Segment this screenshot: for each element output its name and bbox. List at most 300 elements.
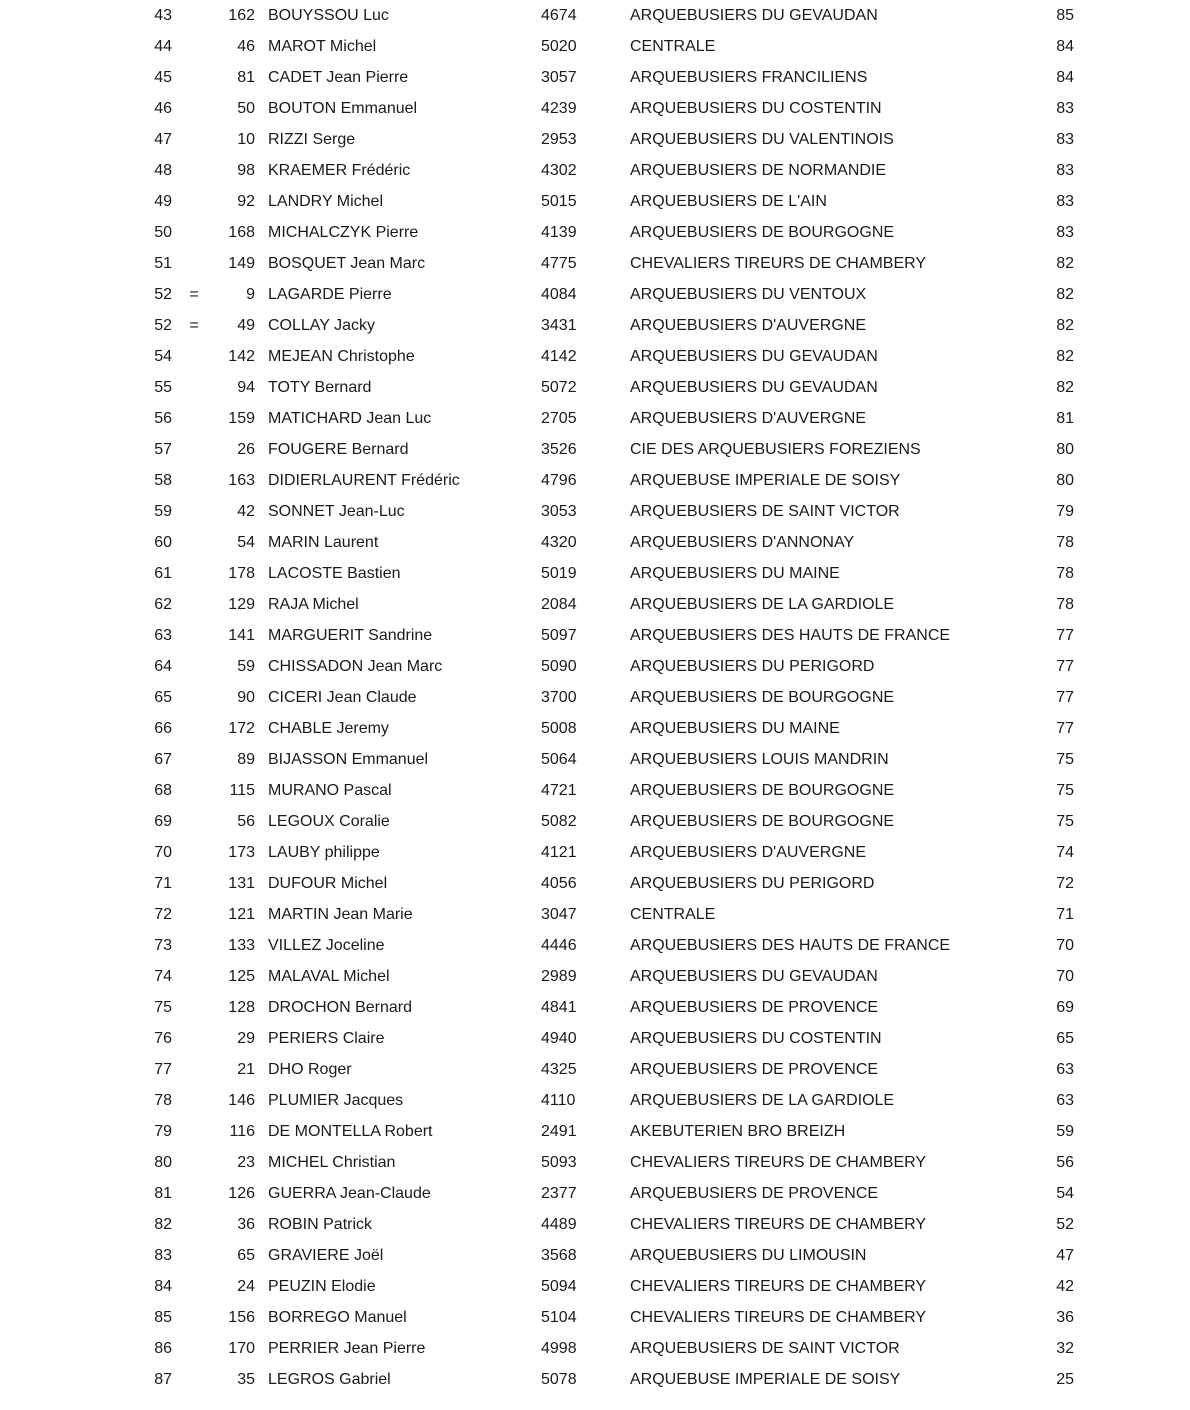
- license-number-value: 5064: [541, 750, 577, 768]
- score-value: 42: [1056, 1277, 1074, 1295]
- tie-equals-marker: =: [189, 285, 199, 303]
- table-row: [0, 341, 1190, 372]
- competitor-name: PEUZIN Elodie: [268, 1277, 376, 1295]
- bib-number-value: 131: [228, 874, 255, 892]
- score-value: 78: [1056, 533, 1074, 551]
- competitor-name: LEGOUX Coralie: [268, 812, 390, 830]
- table-row: [0, 620, 1190, 651]
- competitor-name: MICHEL Christian: [268, 1153, 396, 1171]
- bib-number-value: 129: [228, 595, 255, 613]
- score-value: 70: [1056, 936, 1074, 954]
- competitor-name: DE MONTELLA Robert: [268, 1122, 433, 1140]
- license-number-value: 2953: [541, 130, 577, 148]
- license-number-value: 4139: [541, 223, 577, 241]
- club-name: ARQUEBUSE IMPERIALE DE SOISY: [630, 1370, 901, 1388]
- competitor-name: VILLEZ Joceline: [268, 936, 385, 954]
- table-row: [0, 1302, 1190, 1333]
- rank-value: 63: [154, 626, 172, 644]
- license-number-value: 3526: [541, 440, 577, 458]
- club-name: ARQUEBUSIERS DU MAINE: [630, 564, 840, 582]
- score-value: 75: [1056, 750, 1074, 768]
- score-value: 72: [1056, 874, 1074, 892]
- license-number-value: 5072: [541, 378, 577, 396]
- score-value: 78: [1056, 564, 1074, 582]
- score-value: 63: [1056, 1060, 1074, 1078]
- score-value: 36: [1056, 1308, 1074, 1326]
- table-row: [0, 1271, 1190, 1302]
- table-row: [0, 310, 1190, 341]
- rank-value: 77: [154, 1060, 172, 1078]
- bib-number-value: 172: [228, 719, 255, 737]
- table-row: [0, 62, 1190, 93]
- club-name: CENTRALE: [630, 37, 716, 55]
- club-name: ARQUEBUSIERS DE NORMANDIE: [630, 161, 887, 179]
- license-number-value: 5015: [541, 192, 577, 210]
- license-number-value: 5020: [541, 37, 577, 55]
- rank-value: 67: [154, 750, 172, 768]
- license-number-value: 4841: [541, 998, 577, 1016]
- license-number-value: 4121: [541, 843, 577, 861]
- rank-value: 55: [154, 378, 172, 396]
- rank-value: 70: [154, 843, 172, 861]
- club-name: ARQUEBUSIERS D'AUVERGNE: [630, 409, 866, 427]
- license-number-value: 3700: [541, 688, 577, 706]
- competitor-name: DUFOUR Michel: [268, 874, 388, 892]
- club-name: ARQUEBUSIERS DE PROVENCE: [630, 998, 879, 1016]
- competitor-name: DIDIERLAURENT Frédéric: [268, 471, 460, 489]
- bib-number-value: 94: [237, 378, 255, 396]
- bib-number-value: 141: [228, 626, 255, 644]
- competitor-name: PLUMIER Jacques: [268, 1091, 404, 1109]
- competitor-name: MARTIN Jean Marie: [268, 905, 413, 923]
- score-value: 81: [1056, 409, 1074, 427]
- club-name: CENTRALE: [630, 905, 716, 923]
- club-name: CHEVALIERS TIREURS DE CHAMBERY: [630, 1308, 927, 1326]
- bib-number-value: 121: [228, 905, 255, 923]
- club-name: ARQUEBUSIERS DU COSTENTIN: [630, 1029, 882, 1047]
- license-number-value: 4775: [541, 254, 577, 272]
- table-row: [0, 558, 1190, 589]
- license-number-value: 3431: [541, 316, 577, 334]
- competitor-name: MICHALCZYK Pierre: [268, 223, 419, 241]
- table-row: [0, 217, 1190, 248]
- table-row: [0, 651, 1190, 682]
- table-row: [0, 31, 1190, 62]
- bib-number-value: 24: [237, 1277, 255, 1295]
- club-name: ARQUEBUSIERS DE BOURGOGNE: [630, 688, 895, 706]
- bib-number-value: 46: [237, 37, 255, 55]
- score-value: 47: [1056, 1246, 1074, 1264]
- competitor-name: KRAEMER Frédéric: [268, 161, 411, 179]
- license-number-value: 3057: [541, 68, 577, 86]
- club-name: ARQUEBUSIERS DE L'AIN: [630, 192, 827, 210]
- license-number-value: 2377: [541, 1184, 577, 1202]
- table-row: [0, 682, 1190, 713]
- table-row: [0, 527, 1190, 558]
- rank-value: 87: [154, 1370, 172, 1388]
- bib-number-value: 126: [228, 1184, 255, 1202]
- bib-number-value: 65: [237, 1246, 255, 1264]
- competitor-name: CADET Jean Pierre: [268, 68, 409, 86]
- license-number-value: 5082: [541, 812, 577, 830]
- competitor-name: CICERI Jean Claude: [268, 688, 417, 706]
- bib-number-value: 115: [229, 781, 255, 799]
- club-name: ARQUEBUSIERS DE BOURGOGNE: [630, 781, 895, 799]
- score-value: 83: [1056, 99, 1074, 117]
- rank-value: 75: [154, 998, 172, 1016]
- competitor-name: SONNET Jean-Luc: [268, 502, 405, 520]
- score-value: 56: [1056, 1153, 1074, 1171]
- rank-value: 65: [154, 688, 172, 706]
- bib-number-value: 142: [228, 347, 255, 365]
- table-row: [0, 589, 1190, 620]
- competitor-name: LEGROS Gabriel: [268, 1370, 391, 1388]
- score-value: 83: [1056, 223, 1074, 241]
- score-value: 82: [1056, 316, 1074, 334]
- club-name: ARQUEBUSIERS D'ANNONAY: [630, 533, 855, 551]
- club-name: CHEVALIERS TIREURS DE CHAMBERY: [630, 254, 927, 272]
- rank-value: 45: [154, 68, 172, 86]
- score-value: 80: [1056, 440, 1074, 458]
- table-row: [0, 1147, 1190, 1178]
- competitor-name: FOUGERE Bernard: [268, 440, 409, 458]
- license-number-value: 4796: [541, 471, 577, 489]
- table-row: [0, 837, 1190, 868]
- rank-value: 64: [154, 657, 172, 675]
- club-name: ARQUEBUSIERS DU GEVAUDAN: [630, 378, 878, 396]
- bib-number-value: 159: [228, 409, 255, 427]
- competitor-name: CHISSADON Jean Marc: [268, 657, 443, 675]
- license-number-value: 2084: [541, 595, 577, 613]
- bib-number-value: 21: [237, 1060, 255, 1078]
- bib-number-value: 49: [237, 316, 255, 334]
- rank-value: 84: [154, 1277, 172, 1295]
- score-value: 77: [1056, 657, 1074, 675]
- rank-value: 74: [154, 967, 172, 985]
- club-name: ARQUEBUSIERS DE BOURGOGNE: [630, 812, 895, 830]
- license-number-value: 4084: [541, 285, 577, 303]
- bib-number-value: 168: [228, 223, 255, 241]
- bib-number-value: 29: [237, 1029, 255, 1047]
- competitor-name: MURANO Pascal: [268, 781, 392, 799]
- score-value: 83: [1056, 192, 1074, 210]
- table-row: [0, 124, 1190, 155]
- tie-equals-marker: =: [189, 316, 199, 334]
- license-number-value: 4998: [541, 1339, 577, 1357]
- club-name: ARQUEBUSIERS FRANCILIENS: [630, 68, 868, 86]
- license-number-value: 5019: [541, 564, 577, 582]
- table-row: [0, 899, 1190, 930]
- bib-number-value: 133: [228, 936, 255, 954]
- club-name: ARQUEBUSIERS DU LIMOUSIN: [630, 1246, 867, 1264]
- license-number-value: 5008: [541, 719, 577, 737]
- score-value: 82: [1056, 254, 1074, 272]
- rank-value: 66: [154, 719, 172, 737]
- table-row: [0, 465, 1190, 496]
- bib-number-value: 178: [228, 564, 255, 582]
- license-number-value: 5078: [541, 1370, 577, 1388]
- score-value: 82: [1056, 347, 1074, 365]
- club-name: ARQUEBUSIERS DE SAINT VICTOR: [630, 1339, 900, 1357]
- score-value: 65: [1056, 1029, 1074, 1047]
- club-name: CHEVALIERS TIREURS DE CHAMBERY: [630, 1153, 927, 1171]
- table-row: [0, 775, 1190, 806]
- competitor-name: LACOSTE Bastien: [268, 564, 401, 582]
- club-name: ARQUEBUSIERS DU PERIGORD: [630, 657, 875, 675]
- rank-value: 57: [154, 440, 172, 458]
- table-row: [0, 744, 1190, 775]
- club-name: CHEVALIERS TIREURS DE CHAMBERY: [630, 1215, 927, 1233]
- license-number-value: 4940: [541, 1029, 577, 1047]
- table-row: [0, 0, 1190, 31]
- license-number-value: 4446: [541, 936, 577, 954]
- license-number-value: 4325: [541, 1060, 577, 1078]
- table-row: [0, 806, 1190, 837]
- table-row: [0, 279, 1190, 310]
- competitor-name: BIJASSON Emmanuel: [268, 750, 429, 768]
- club-name: ARQUEBUSIERS DU MAINE: [630, 719, 840, 737]
- table-row: [0, 248, 1190, 279]
- bib-number-value: 92: [237, 192, 255, 210]
- competitor-name: COLLAY Jacky: [268, 316, 376, 334]
- competitor-name: MATICHARD Jean Luc: [268, 409, 432, 427]
- bib-number-value: 90: [237, 688, 255, 706]
- club-name: ARQUEBUSIERS DU GEVAUDAN: [630, 6, 878, 24]
- bib-number-value: 10: [237, 130, 255, 148]
- score-value: 82: [1056, 378, 1074, 396]
- bib-number-value: 170: [228, 1339, 255, 1357]
- competitor-name: MARIN Laurent: [268, 533, 379, 551]
- rank-value: 56: [154, 409, 172, 427]
- rank-value: 46: [154, 99, 172, 117]
- rank-value: 52: [154, 316, 172, 334]
- score-value: 80: [1056, 471, 1074, 489]
- license-number-value: 3053: [541, 502, 577, 520]
- table-row: [0, 155, 1190, 186]
- competitor-name: BOUTON Emmanuel: [268, 99, 418, 117]
- table-row: [0, 434, 1190, 465]
- bib-number-value: 9: [246, 285, 255, 303]
- score-value: 77: [1056, 719, 1074, 737]
- rank-value: 76: [154, 1029, 172, 1047]
- license-number-value: 4110: [541, 1091, 576, 1109]
- license-number-value: 4142: [541, 347, 577, 365]
- competitor-name: RIZZI Serge: [268, 130, 356, 148]
- rank-value: 78: [154, 1091, 172, 1109]
- competitor-name: MALAVAL Michel: [268, 967, 390, 985]
- rank-value: 68: [154, 781, 172, 799]
- rank-value: 79: [154, 1122, 172, 1140]
- license-number-value: 5097: [541, 626, 577, 644]
- table-row: [0, 403, 1190, 434]
- bib-number-value: 26: [237, 440, 255, 458]
- bib-number-value: 173: [228, 843, 255, 861]
- rank-value: 59: [154, 502, 172, 520]
- table-row: [0, 1333, 1190, 1364]
- rank-value: 69: [154, 812, 172, 830]
- bib-number-value: 146: [228, 1091, 255, 1109]
- score-value: 83: [1056, 130, 1074, 148]
- bib-number-value: 125: [228, 967, 255, 985]
- club-name: ARQUEBUSIERS D'AUVERGNE: [630, 843, 866, 861]
- score-value: 83: [1056, 161, 1074, 179]
- rank-value: 49: [154, 192, 172, 210]
- table-row: [0, 1085, 1190, 1116]
- club-name: ARQUEBUSIERS DE LA GARDIOLE: [630, 595, 895, 613]
- score-value: 59: [1056, 1122, 1074, 1140]
- rank-value: 48: [154, 161, 172, 179]
- table-row: [0, 961, 1190, 992]
- license-number-value: 4320: [541, 533, 577, 551]
- competitor-name: LAUBY philippe: [268, 843, 380, 861]
- competitor-name: MEJEAN Christophe: [268, 347, 415, 365]
- bib-number-value: 149: [228, 254, 255, 272]
- club-name: ARQUEBUSIERS DU GEVAUDAN: [630, 347, 878, 365]
- score-value: 70: [1056, 967, 1074, 985]
- bib-number-value: 50: [237, 99, 255, 117]
- rank-value: 47: [154, 130, 172, 148]
- score-value: 77: [1056, 688, 1074, 706]
- license-number-value: 4239: [541, 99, 577, 117]
- table-row: [0, 1364, 1190, 1395]
- score-value: 82: [1056, 285, 1074, 303]
- competitor-name: BOUYSSOU Luc: [268, 6, 389, 24]
- license-number-value: 4721: [541, 781, 577, 799]
- table-row: [0, 1023, 1190, 1054]
- bib-number-value: 128: [228, 998, 255, 1016]
- competitor-name: MARGUERIT Sandrine: [268, 626, 433, 644]
- club-name: CHEVALIERS TIREURS DE CHAMBERY: [630, 1277, 927, 1295]
- table-row: [0, 713, 1190, 744]
- club-name: ARQUEBUSIERS DE BOURGOGNE: [630, 223, 895, 241]
- license-number-value: 4674: [541, 6, 577, 24]
- bib-number-value: 163: [228, 471, 255, 489]
- competitor-name: RAJA Michel: [268, 595, 359, 613]
- table-row: [0, 1116, 1190, 1147]
- bib-number-value: 23: [237, 1153, 255, 1171]
- bib-number-value: 54: [237, 533, 255, 551]
- license-number-value: 2989: [541, 967, 577, 985]
- rank-value: 54: [154, 347, 172, 365]
- competitor-name: GUERRA Jean-Claude: [268, 1184, 431, 1202]
- rank-value: 72: [154, 905, 172, 923]
- score-value: 25: [1056, 1370, 1074, 1388]
- table-row: [0, 93, 1190, 124]
- club-name: ARQUEBUSIERS DE PROVENCE: [630, 1060, 879, 1078]
- club-name: ARQUEBUSIERS DU GEVAUDAN: [630, 967, 878, 985]
- rank-value: 73: [154, 936, 172, 954]
- score-value: 84: [1056, 68, 1074, 86]
- rank-value: 61: [154, 564, 172, 582]
- license-number-value: 4302: [541, 161, 577, 179]
- bib-number-value: 89: [237, 750, 255, 768]
- rank-value: 83: [154, 1246, 172, 1264]
- score-value: 74: [1056, 843, 1074, 861]
- table-row: [0, 372, 1190, 403]
- score-value: 75: [1056, 812, 1074, 830]
- competitor-name: BOSQUET Jean Marc: [268, 254, 426, 272]
- bib-number-value: 36: [237, 1215, 255, 1233]
- club-name: ARQUEBUSIERS D'AUVERGNE: [630, 316, 866, 334]
- rank-value: 81: [154, 1184, 172, 1202]
- club-name: ARQUEBUSIERS DE PROVENCE: [630, 1184, 879, 1202]
- club-name: ARQUEBUSE IMPERIALE DE SOISY: [630, 471, 901, 489]
- rank-value: 71: [154, 874, 172, 892]
- table-row: [0, 1178, 1190, 1209]
- competitor-name: PERRIER Jean Pierre: [268, 1339, 426, 1357]
- rank-value: 85: [154, 1308, 172, 1326]
- club-name: ARQUEBUSIERS DU VALENTINOIS: [630, 130, 894, 148]
- table-row: [0, 496, 1190, 527]
- rank-value: 52: [154, 285, 172, 303]
- license-number-value: 5090: [541, 657, 577, 675]
- bib-number-value: 156: [228, 1308, 255, 1326]
- competitor-name: GRAVIERE Joël: [268, 1246, 384, 1264]
- club-name: ARQUEBUSIERS DE SAINT VICTOR: [630, 502, 900, 520]
- table-row: [0, 1209, 1190, 1240]
- bib-number-value: 35: [237, 1370, 255, 1388]
- bib-number-value: 81: [237, 68, 255, 86]
- table-row: [0, 930, 1190, 961]
- rank-value: 80: [154, 1153, 172, 1171]
- table-row: [0, 1054, 1190, 1085]
- score-value: 54: [1056, 1184, 1074, 1202]
- club-name: CIE DES ARQUEBUSIERS FOREZIENS: [630, 440, 921, 458]
- license-number-value: 4489: [541, 1215, 577, 1233]
- club-name: ARQUEBUSIERS DES HAUTS DE FRANCE: [630, 626, 951, 644]
- competitor-name: PERIERS Claire: [268, 1029, 385, 1047]
- score-value: 63: [1056, 1091, 1074, 1109]
- competitor-name: CHABLE Jeremy: [268, 719, 389, 737]
- bib-number-value: 56: [237, 812, 255, 830]
- rank-value: 82: [154, 1215, 172, 1233]
- table-row: [0, 868, 1190, 899]
- bib-number-value: 162: [228, 6, 255, 24]
- score-value: 69: [1056, 998, 1074, 1016]
- competitor-name: DHO Roger: [268, 1060, 352, 1078]
- license-number-value: 2705: [541, 409, 577, 427]
- club-name: AKEBUTERIEN BRO BREIZH: [630, 1122, 846, 1140]
- license-number-value: 5094: [541, 1277, 577, 1295]
- club-name: ARQUEBUSIERS DU VENTOUX: [630, 285, 867, 303]
- score-value: 77: [1056, 626, 1074, 644]
- score-value: 78: [1056, 595, 1074, 613]
- bib-number-value: 42: [237, 502, 255, 520]
- table-row: [0, 1240, 1190, 1271]
- rank-value: 50: [154, 223, 172, 241]
- club-name: ARQUEBUSIERS DU COSTENTIN: [630, 99, 882, 117]
- license-number-value: 4056: [541, 874, 577, 892]
- score-value: 84: [1056, 37, 1074, 55]
- rank-value: 60: [154, 533, 172, 551]
- bib-number-value: 116: [229, 1122, 255, 1140]
- score-value: 32: [1056, 1339, 1074, 1357]
- rank-value: 62: [154, 595, 172, 613]
- table-row: [0, 186, 1190, 217]
- license-number-value: 5093: [541, 1153, 577, 1171]
- club-name: ARQUEBUSIERS DES HAUTS DE FRANCE: [630, 936, 951, 954]
- license-number-value: 5104: [541, 1308, 577, 1326]
- license-number-value: 3568: [541, 1246, 577, 1264]
- rank-value: 86: [154, 1339, 172, 1357]
- competitor-name: LAGARDE Pierre: [268, 285, 392, 303]
- club-name: ARQUEBUSIERS LOUIS MANDRIN: [630, 750, 889, 768]
- club-name: ARQUEBUSIERS DE LA GARDIOLE: [630, 1091, 895, 1109]
- license-number-value: 3047: [541, 905, 577, 923]
- license-number-value: 2491: [541, 1122, 577, 1140]
- score-value: 52: [1056, 1215, 1074, 1233]
- bib-number-value: 98: [237, 161, 255, 179]
